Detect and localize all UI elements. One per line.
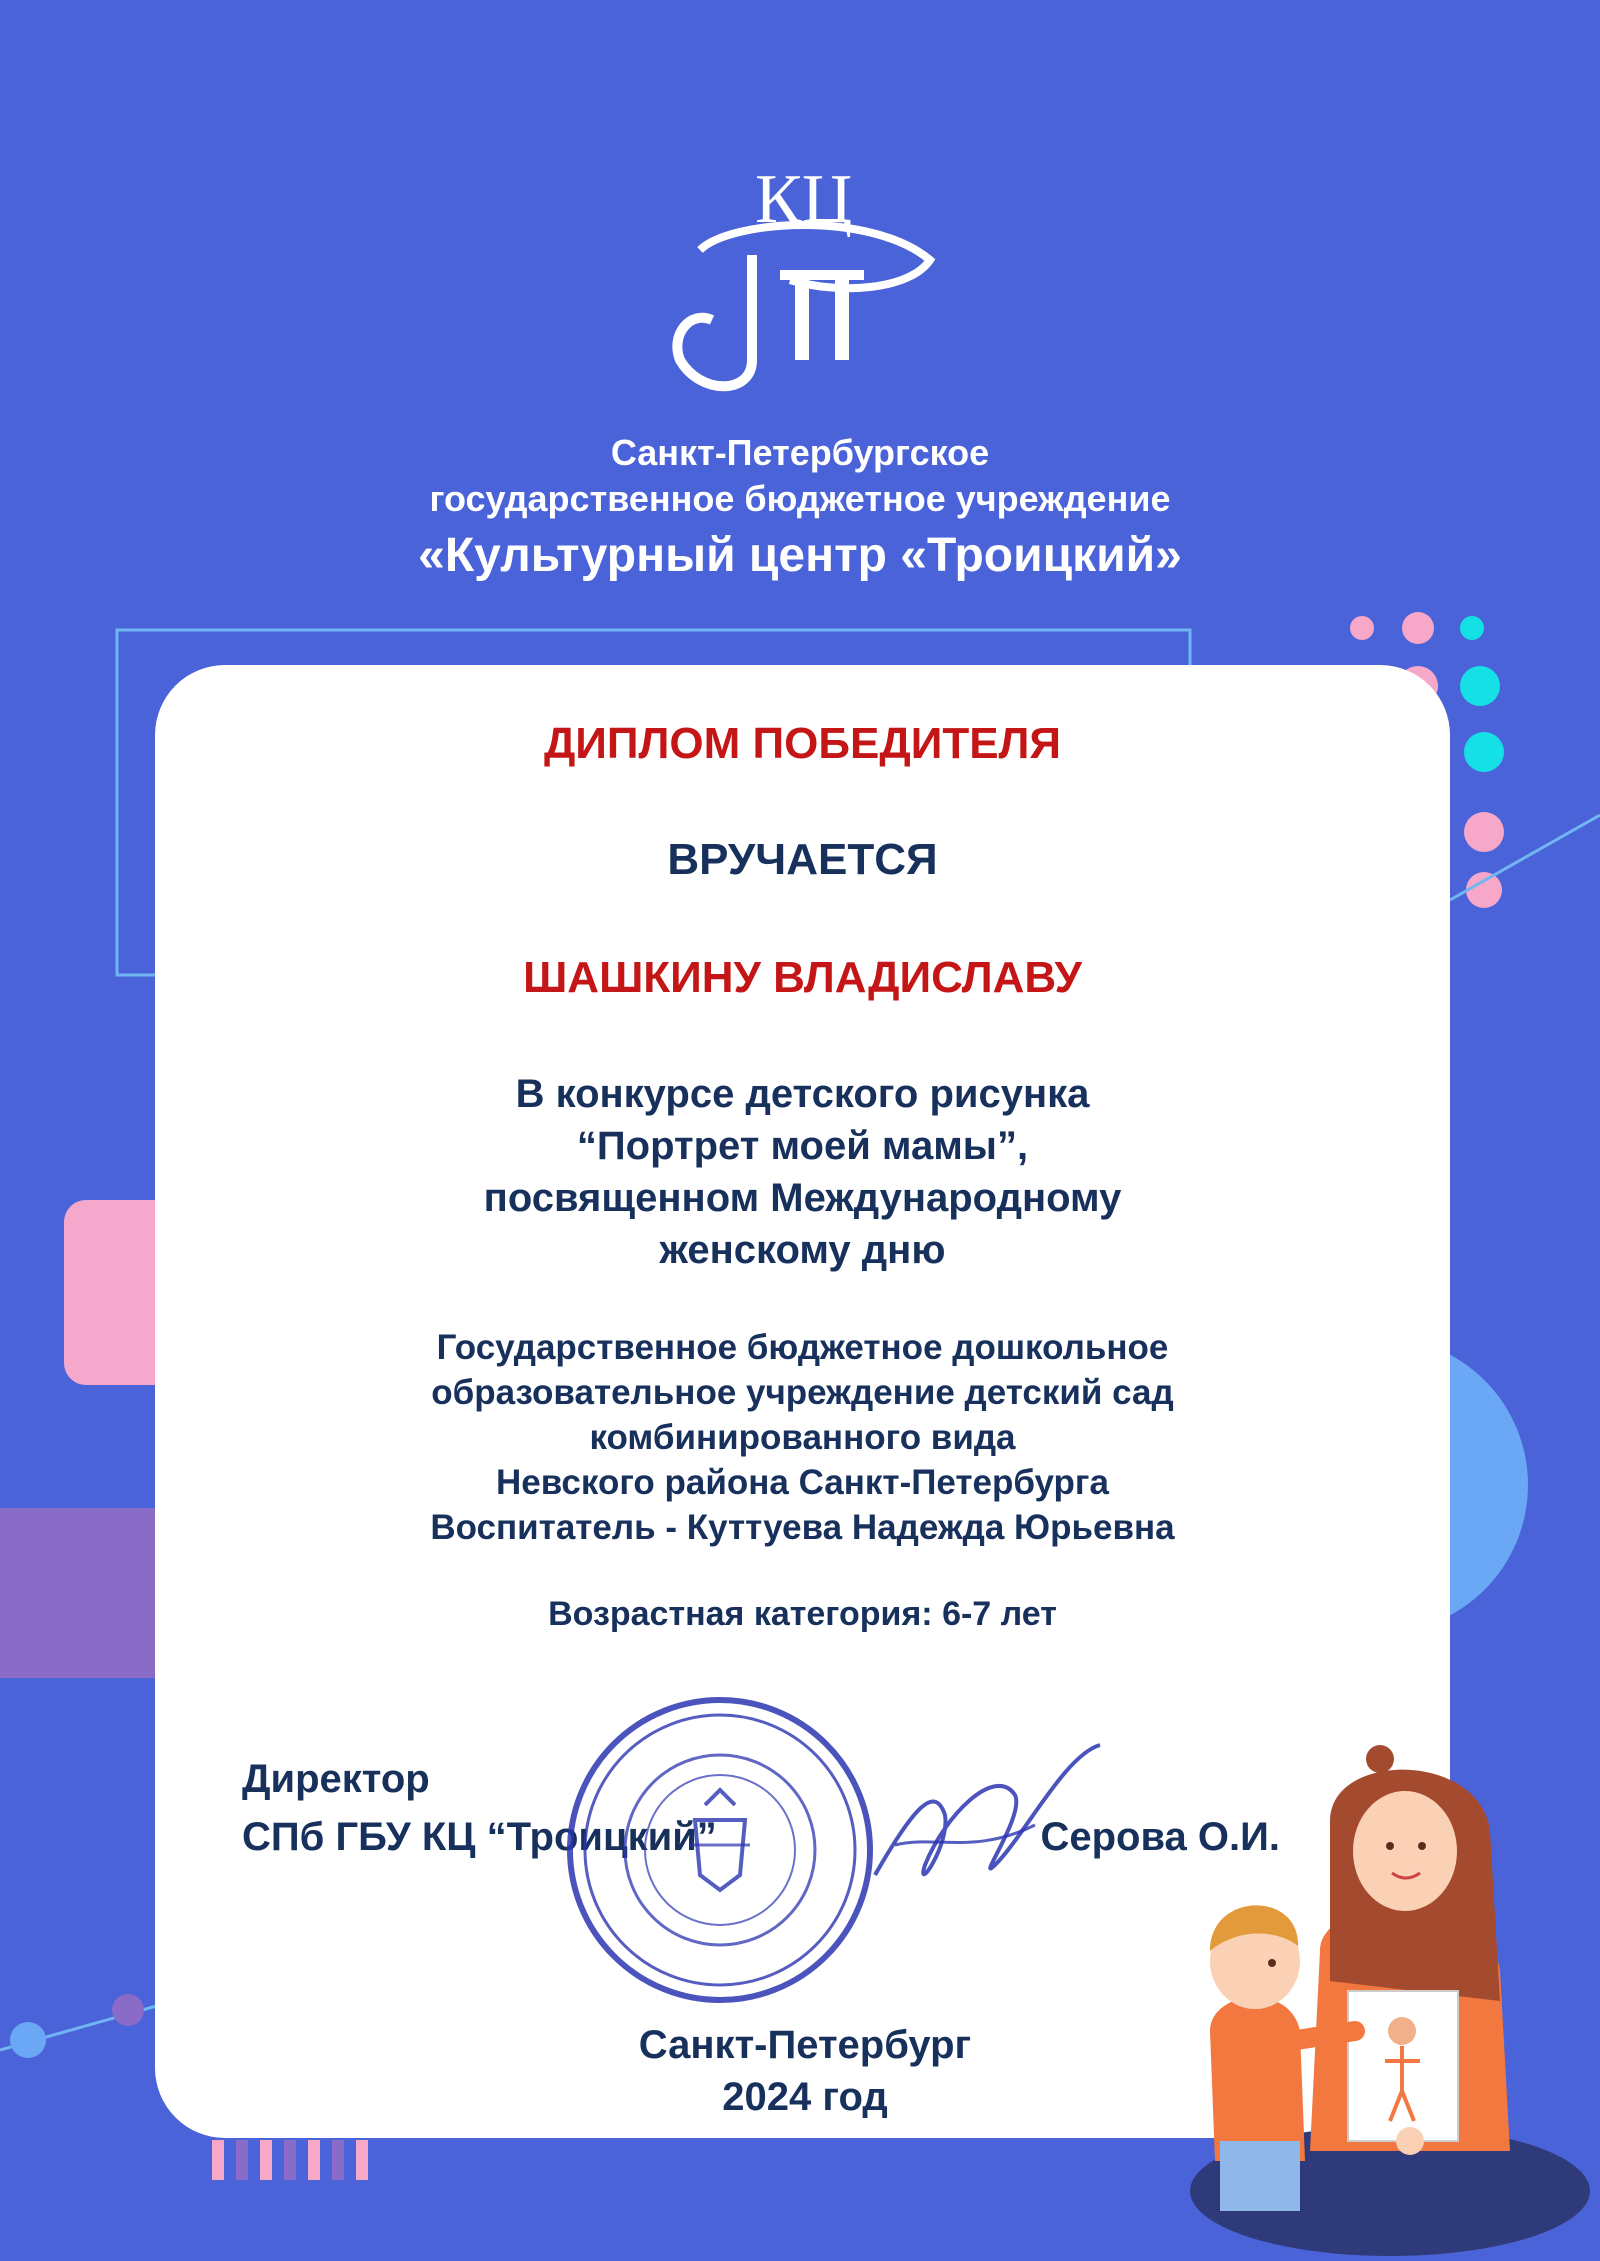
institution-line: Государственное бюджетное дошкольное: [436, 1328, 1169, 1367]
svg-text:КЦ: КЦ: [755, 161, 853, 238]
contest-line: женскому дню: [659, 1228, 946, 1272]
organization-line-2: государственное бюджетное учреждение: [429, 478, 1171, 519]
contest-description: [155, 1068, 1450, 1276]
official-stamp-icon: [555, 1685, 885, 2015]
age-category: Возрастная категория: 6-7 лет: [548, 1595, 1057, 1633]
logo-emblem-icon: [660, 160, 950, 400]
contest-line: посвященном Международному: [483, 1176, 1122, 1220]
institution-description: [155, 1325, 1450, 1550]
mother-child-illustration: [1180, 1741, 1600, 2261]
institution-line: Невского района Санкт-Петербурга: [496, 1463, 1109, 1502]
institution-line: комбинированного вида: [589, 1418, 1016, 1457]
purple-block-decoration: [0, 1508, 170, 1678]
recipient-name: ШАШКИНУ ВЛАДИСЛАВУ: [523, 953, 1082, 1002]
stripes-decoration: [212, 2140, 368, 2180]
organization-line-3: «Культурный центр «Троицкий»: [418, 529, 1182, 582]
diploma-title: ДИПЛОМ ПОБЕДИТЕЛЯ: [543, 719, 1062, 768]
contest-line: “Портрет моей мамы”,: [576, 1124, 1029, 1168]
organization-line-1: Санкт-Петербургское: [610, 432, 990, 473]
logo: [660, 160, 950, 400]
handwritten-signature: [855, 1725, 1115, 1925]
institution-line: Воспитатель - Куттуева Надежда Юрьевна: [430, 1508, 1175, 1547]
awarded-label: ВРУЧАЕТСЯ: [667, 835, 938, 884]
footer-city: Санкт-Петербург: [638, 2023, 972, 2067]
director-title: Директор: [242, 1757, 430, 1801]
contest-line: В конкурсе детского рисунка: [515, 1072, 1090, 1116]
director-name: Серова О.И.: [1040, 1815, 1280, 1859]
institution-line: образовательное учреждение детский сад: [431, 1373, 1174, 1412]
footer-year: 2024 год: [722, 2075, 888, 2119]
director-organization: СПб ГБУ КЦ “Троицкий”: [242, 1815, 717, 1859]
